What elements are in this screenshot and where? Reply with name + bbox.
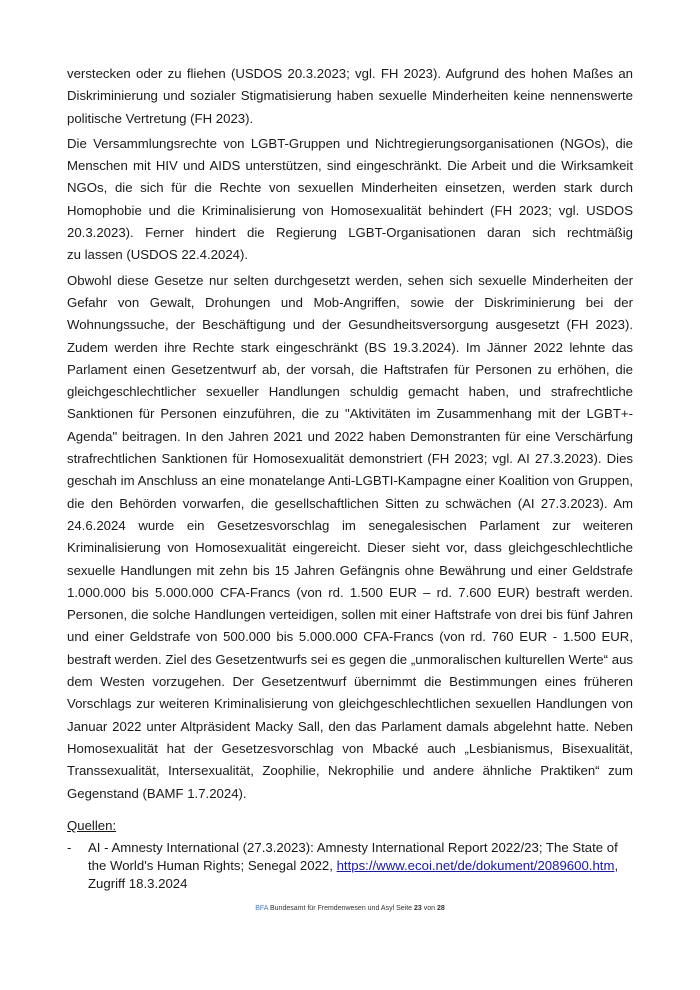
page-number: 23 [414,905,422,912]
text-line: sexuelle Handlungen mit zehn bis 15 Jahren Gefängnis ohne Bewährung und einer Geldstrafe [67,562,633,578]
text-line: Gefahr von Gewalt, Drohungen und Mob-Angriffen, sowie der Diskriminierung bei der [67,294,633,310]
source-access-date: , Zugriff 18.3.2024 [88,857,619,891]
footer-page-label: Seite [396,905,413,912]
page-footer [0,905,700,912]
text-line: Transsexualität, Intersexualität, Zoophilie, Nekrophilie und andere ähnliche Praktiken“ zum [67,763,633,779]
paragraph [67,270,633,805]
text-line: Kriminalisierung von Homosexualität eingereicht. Dieser sieht vor, dass gleichgeschlechtliche [67,540,633,556]
text-line: Obwohl diese Gesetze nur selten durchgesetzt werden, sehen sich sexuelle Minderheiten der [67,272,633,288]
text-line: Die Versammlungsrechte von LGBT-Gruppen und Nichtregierungsorganisationen (NGOs), die [67,135,633,151]
text-line: Diskriminierung und sozialer Stigmatisierung haben sexuelle Minderheiten keine nennenswerte [67,88,633,104]
text-line: gleichgeschlechtlicher sexueller Handlungen schuldig gemacht haben, und strafrechtliche [67,384,633,400]
text-line: Personen, die solche Handlungen verteidigen, sollen mit einer Haftstrafe von drei bis fünf Jahren [67,607,633,623]
text-line: politische Vertretung (FH 2023). [67,110,254,126]
paragraph [67,133,633,267]
text-line: die den Behörden vorwarfen, die gesellschaftlichen Sitten zu schwächen (AI 27.3.2023). Am [67,495,633,511]
text-line: Wohnungssuche, der Beschäftigung und der Gesundheitsversorgung ausgesetzt (FH 2023). [67,317,633,333]
text-line: dem Westen vorzugehen. Der Gesetzentwurf übernimmt die Bestimmungen eines früheren [67,674,633,690]
text-line: geschah im Anschluss an eine monatelange Anti-LGBTI-Kampagne einer Koalition von Gruppen, [67,473,633,489]
page-total: 28 [437,905,445,912]
paragraphs [67,63,633,805]
text-line: Zudem werden ihre Rechte stark eingeschränkt (BS 19.3.2024). Im Jänner 2022 lehnte das [67,339,633,355]
bfa-logo: BFA [255,905,269,912]
text-line: Sanktionen für Personen einzuführen, die zu "Aktivitäten im Zusammenhang mit der LGBT+- [67,406,633,422]
text-line: Agenda" beitragen. In den Jahren 2021 und 2022 haben Demonstranten für eine Verschärfung [67,428,633,444]
document-body [67,63,633,893]
footer-org: Bundesamt für Fremdenwesen und Asyl [270,905,395,912]
text-line: Homophobie und die Kriminalisierung von Homosexualität behindert (FH 2023; vgl. USDOS [67,202,633,218]
text-line: verstecken oder zu fliehen (USDOS 20.3.2023; vgl. FH 2023). Aufgrund des hohen Maßes an [67,66,633,81]
text-line: Januar 2022 unter Altpräsident Macky Sall, den das Parlament damals abgelehnt hatte. Neben [67,718,633,734]
text-line: strafrechtlichen Sanktionen für Homosexualität demonstriert (FH 2023; vgl. AI 27.3.2023). Dies [67,451,633,467]
sources-heading: Quellen: [67,817,117,833]
text-line: bestraft werden. Ziel des Gesetzentwurfs sei es gegen die „unmoralischen kulturellen Werte“ aus [67,651,633,667]
text-line: zu lassen (USDOS 22.4.2024). [67,247,249,263]
source-item [67,839,633,893]
text-line: 1.000.000 bis 5.000.000 CFA-Francs (von rd. 1.500 EUR – rd. 7.600 EUR) bestraft werden. [67,584,633,600]
text-line: Parlament einen Gesetzentwurf ab, der vorsah, die Haftstrafen für Personen zu erhöhen, die [67,361,633,377]
text-line: Menschen mit HIV und AIDS unterstützen, sind eingeschränkt. Die Arbeit und die Wirksamkeit [67,158,633,174]
text-line: Gegenstand (BAMF 1.7.2024). [67,785,247,801]
text-line: 24.6.2024 wurde ein Gesetzesvorschlag im senegalesischen Parlament zur weiteren [67,517,633,533]
footer-of-label: von [423,905,436,912]
source-link[interactable]: https://www.ecoi.net/de/dokument/2089600.htm [336,857,615,873]
text-line: NGOs, die sich für die Rechte von sexuellen Minderheiten einsetzen, werden stark durch [67,180,633,196]
text-line: und einer Geldstrafe von 500.000 bis 5.000.000 CFA-Francs (von rd. 760 EUR - 1.500 EUR, [67,629,633,645]
text-line: Homosexualität hat der Gesetzesvorschlag von Mbacké auch „Lesbianismus, Bisexualität, [67,740,633,756]
list-bullet: - [67,839,72,855]
source-text: AI - Amnesty International (27.3.2023): Amnesty International Report 2022/23; The State of the World's Human Rights; Senegal 2022, [88,839,618,873]
paragraph [67,63,633,130]
text-line: Vorschlags zur weiteren Kriminalisierung von gleichgeschlechtlichen sexuellen Handlungen von [67,696,633,712]
text-line: 20.3.2023). Ferner hindert die Regierung LGBT-Organisationen daran sich rechtmäßig [67,225,633,241]
